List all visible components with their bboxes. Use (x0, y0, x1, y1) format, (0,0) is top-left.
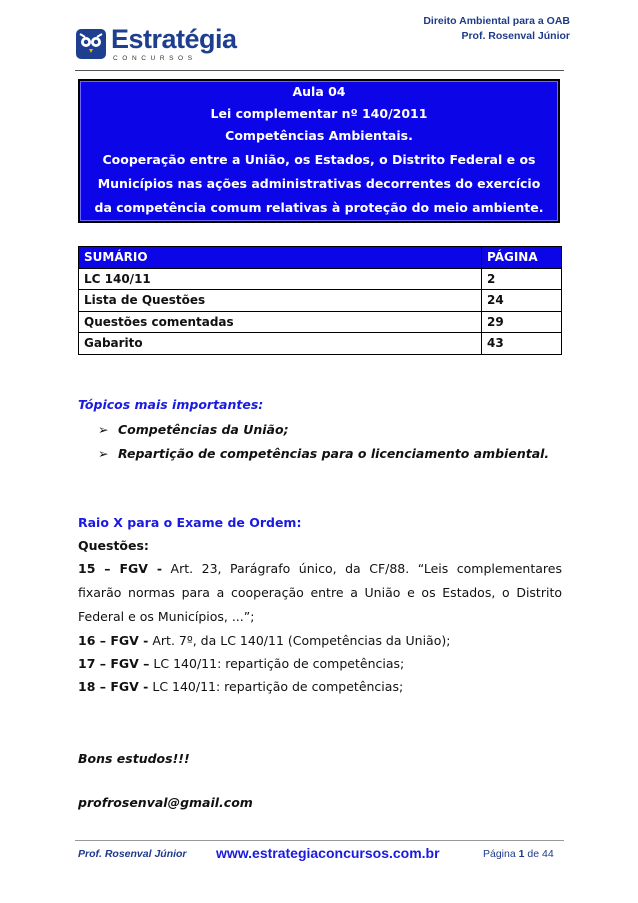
summary-item-label: LC 140/11 (79, 268, 482, 290)
author-name: Prof. Rosenval Júnior (461, 30, 570, 42)
table-header-row (79, 247, 562, 269)
question-ref: 16 – FGV - (78, 633, 149, 648)
footer-site-link[interactable]: www.estrategiaconcursos.com.br (216, 845, 440, 861)
topics-heading: Tópicos mais importantes: (78, 397, 264, 412)
page-header (423, 14, 570, 44)
header-divider (75, 70, 564, 71)
question-text: Art. 23, Parágrafo único, da CF/88. “Leis complementares (170, 561, 562, 576)
question-15-line2: fixarão normas para a cooperação entre a União e os Estados, o Distrito (78, 585, 562, 600)
topic-text: Repartição de competências para o licenciamento ambiental. (118, 446, 550, 461)
banner-line: Cooperação entre a União, os Estados, o Distrito Federal e os (102, 152, 536, 167)
page-total: de 44 (527, 848, 554, 860)
column-header-summary: SUMÁRIO (79, 247, 482, 269)
question-ref: 15 – FGV - (78, 561, 163, 576)
banner-line: da competência comum relativas à proteção do meio ambiente. (94, 200, 544, 215)
questions-label: Questões: (78, 538, 149, 553)
summary-item-page: 43 (482, 333, 562, 355)
course-title: Direito Ambiental para a OAB (423, 15, 570, 27)
table-row (79, 268, 562, 290)
closing-wish: Bons estudos!!! (78, 751, 190, 766)
summary-item-label: Questões comentadas (79, 311, 482, 333)
question-text: LC 140/11: repartição de competências; (152, 679, 404, 694)
question-ref: 17 – FGV – (78, 656, 150, 671)
table-row (79, 311, 562, 333)
banner-line: Competências Ambientais. (225, 128, 413, 143)
list-item (98, 446, 549, 461)
question-text: LC 140/11: repartição de competências; (153, 656, 405, 671)
footer-divider (75, 840, 564, 841)
summary-item-page: 29 (482, 311, 562, 333)
summary-item-page: 24 (482, 290, 562, 312)
question-ref: 18 – FGV - (78, 679, 149, 694)
question-15-line3: Federal e os Municípios, ...”; (78, 609, 255, 624)
table-row (79, 333, 562, 355)
footer-author: Prof. Rosenval Júnior (78, 848, 187, 860)
lesson-title-banner (78, 79, 560, 223)
logo-wordmark: Estratégia (111, 24, 237, 54)
estrategia-logo (75, 26, 235, 66)
table-row (79, 290, 562, 312)
banner-line: Lei complementar nº 140/2011 (210, 106, 428, 121)
question-18 (78, 679, 403, 694)
question-text: Art. 7º, da LC 140/11 (Competências da União); (152, 633, 451, 648)
summary-item-label: Gabarito (79, 333, 482, 355)
question-17 (78, 656, 404, 671)
arrow-bullet-icon: ➢ (98, 422, 109, 437)
question-15-line1 (78, 561, 562, 576)
topic-text: Competências da União; (118, 422, 289, 437)
list-item (98, 422, 289, 437)
logo-subtitle: CONCURSOS (113, 55, 197, 62)
summary-table (78, 246, 562, 355)
arrow-bullet-icon: ➢ (98, 446, 109, 461)
column-header-page: PÁGINA (482, 247, 562, 269)
summary-item-page: 2 (482, 268, 562, 290)
footer-page-number (483, 848, 554, 860)
owl-logo-icon (75, 28, 107, 60)
banner-line: Aula 04 (292, 84, 346, 99)
page-label: Página (483, 848, 516, 860)
raiox-heading: Raio X para o Exame de Ordem: (78, 515, 302, 530)
author-email[interactable]: profrosenval@gmail.com (78, 795, 253, 810)
banner-line: Municípios nas ações administrativas decorrentes do exercício (97, 176, 541, 191)
summary-item-label: Lista de Questões (79, 290, 482, 312)
question-16 (78, 633, 450, 648)
page-current: 1 (518, 848, 525, 860)
